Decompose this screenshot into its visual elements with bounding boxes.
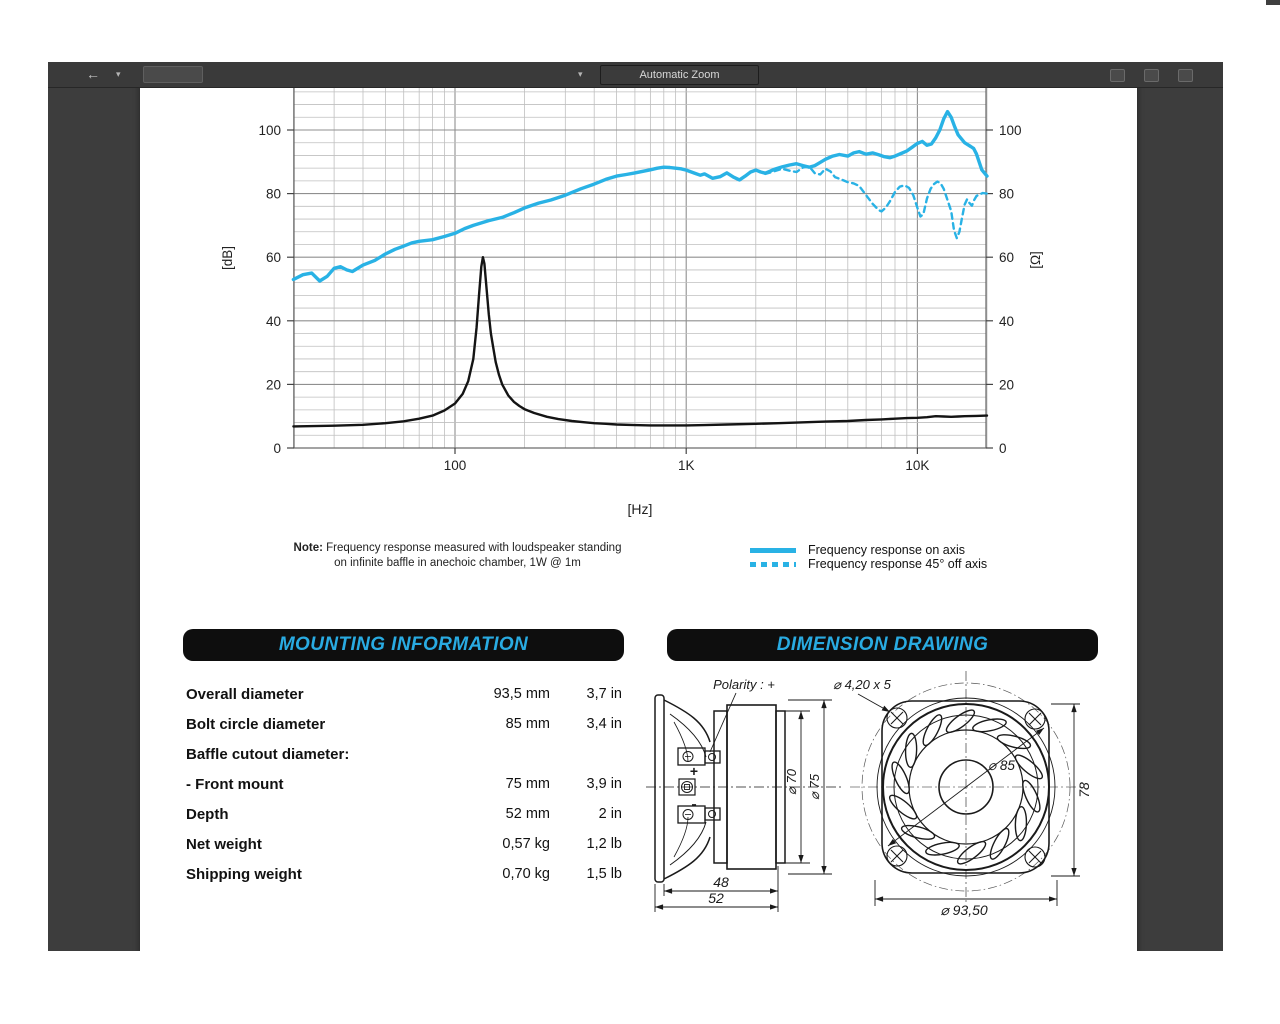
svg-text:60: 60 bbox=[265, 250, 281, 266]
y-axis-label-ohm: [Ω] bbox=[1028, 251, 1043, 269]
pdf-page bbox=[140, 80, 1137, 951]
dim-label-d75: ⌀ 75 bbox=[807, 774, 822, 800]
zoom-chevron-icon[interactable]: ▾ bbox=[578, 69, 583, 79]
svg-text:40: 40 bbox=[999, 313, 1015, 329]
row-imperial: 2 in bbox=[598, 806, 622, 822]
frequency-response-chart bbox=[140, 80, 1137, 540]
row-label: Shipping weight bbox=[186, 865, 302, 883]
pdf-viewer bbox=[48, 62, 1223, 951]
legend-row-off-axis bbox=[750, 557, 987, 571]
bookmark-icon[interactable] bbox=[1178, 69, 1193, 82]
row-label: Overall diameter bbox=[186, 685, 304, 703]
svg-text:20: 20 bbox=[999, 377, 1015, 393]
svg-text:60: 60 bbox=[999, 250, 1015, 266]
side-view-dimensions bbox=[655, 693, 890, 912]
download-icon[interactable] bbox=[1144, 69, 1159, 82]
page-number-input[interactable] bbox=[143, 66, 203, 83]
previous-page-icon[interactable]: ← bbox=[86, 66, 100, 82]
row-label: Net weight bbox=[186, 835, 262, 853]
curve-on-axis bbox=[293, 112, 987, 281]
legend-row-on-axis bbox=[750, 543, 987, 557]
row-metric: 0,70 kg bbox=[502, 866, 550, 882]
table-row bbox=[186, 799, 622, 829]
note-line2: on infinite baffle in anechoic chamber, 1W @ 1m bbox=[334, 556, 581, 569]
row-label: - Front mount bbox=[186, 775, 284, 793]
pdf-toolbar bbox=[48, 62, 1223, 88]
dim-label-d9350: ⌀ 93,50 bbox=[940, 902, 988, 918]
polarity-minus-mark: - bbox=[691, 796, 697, 813]
mounting-information-header bbox=[183, 629, 624, 661]
row-imperial: 1,2 lb bbox=[586, 836, 622, 852]
table-row bbox=[186, 829, 622, 859]
mounting-table bbox=[186, 679, 622, 889]
dim-label-78: 78 bbox=[1076, 782, 1092, 798]
row-metric: 52 mm bbox=[505, 806, 550, 822]
dimension-drawing-header bbox=[667, 629, 1098, 661]
svg-text:80: 80 bbox=[999, 186, 1015, 202]
dotted-line-swatch bbox=[750, 562, 796, 567]
dim-label-d70: ⌀ 70 bbox=[784, 769, 799, 795]
chevron-down-icon[interactable]: ▾ bbox=[116, 69, 121, 79]
polarity-label: Polarity : + bbox=[713, 677, 775, 692]
table-row bbox=[186, 709, 622, 739]
svg-text:40: 40 bbox=[265, 313, 281, 329]
table-row bbox=[186, 739, 622, 769]
svg-text:100: 100 bbox=[443, 458, 467, 473]
chart-axes bbox=[220, 123, 1043, 517]
dimension-drawing bbox=[643, 665, 1113, 930]
svg-text:100: 100 bbox=[999, 123, 1022, 138]
row-imperial: 3,4 in bbox=[586, 716, 622, 732]
svg-text:0: 0 bbox=[273, 441, 281, 456]
legend-label-off-axis: Frequency response 45° off axis bbox=[808, 557, 988, 571]
y-axis-label-db: [dB] bbox=[220, 245, 235, 271]
mounting-title: MOUNTING INFORMATION bbox=[278, 634, 529, 655]
window-corner-fragment bbox=[1266, 0, 1280, 5]
legend-label-on-axis: Frequency response on axis bbox=[808, 543, 966, 557]
row-label: Bolt circle diameter bbox=[186, 715, 326, 733]
svg-text:1K: 1K bbox=[677, 458, 695, 473]
svg-text:80: 80 bbox=[265, 186, 281, 202]
curve-off-axis-45 bbox=[756, 166, 987, 238]
polarity-plus-mark: + bbox=[689, 763, 699, 779]
chart-note bbox=[285, 541, 630, 570]
row-label: Depth bbox=[186, 805, 229, 823]
table-row bbox=[186, 859, 622, 889]
dim-label-48: 48 bbox=[713, 874, 729, 890]
row-metric: 75 mm bbox=[505, 776, 550, 792]
svg-text:0: 0 bbox=[999, 441, 1007, 456]
note-line1: Frequency response measured with loudspeaker standing bbox=[326, 542, 622, 554]
dim-label-bolt-circle: ⌀ 85 bbox=[988, 758, 1015, 773]
x-axis-label-hz: [Hz] bbox=[627, 501, 653, 517]
note-prefix: Note: bbox=[293, 542, 323, 554]
zoom-select[interactable]: Automatic Zoom bbox=[600, 65, 759, 85]
svg-text:100: 100 bbox=[258, 123, 281, 138]
chart-legend bbox=[750, 543, 987, 571]
row-metric: 0,57 kg bbox=[502, 836, 550, 852]
svg-text:10K: 10K bbox=[905, 458, 930, 473]
row-imperial: 1,5 lb bbox=[586, 866, 622, 882]
table-row bbox=[186, 679, 622, 709]
svg-text:20: 20 bbox=[265, 377, 281, 393]
row-imperial: 3,7 in bbox=[586, 686, 622, 702]
table-row bbox=[186, 769, 622, 799]
hole-spec-label: ⌀ 4,20 x 5 bbox=[833, 677, 891, 692]
chart-grid bbox=[293, 82, 987, 448]
dimension-title: DIMENSION DRAWING bbox=[776, 634, 989, 655]
row-metric: 85 mm bbox=[505, 716, 550, 732]
print-icon[interactable] bbox=[1110, 69, 1125, 82]
dim-label-52: 52 bbox=[708, 890, 724, 906]
solid-line-swatch bbox=[750, 548, 796, 553]
row-metric: 93,5 mm bbox=[493, 686, 550, 702]
row-imperial: 3,9 in bbox=[586, 776, 622, 792]
row-label: Baffle cutout diameter: bbox=[186, 745, 350, 763]
